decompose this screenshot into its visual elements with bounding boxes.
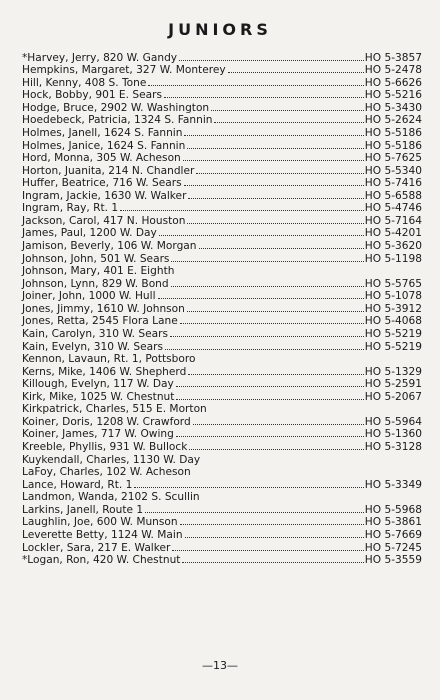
dot-leader: [158, 298, 364, 299]
dot-leader: [180, 524, 364, 525]
entry-name-address: Johnson, Lynn, 829 W. Bond: [22, 277, 169, 290]
directory-entry: [22, 365, 422, 378]
entry-name-address: Lockler, Sara, 217 E. Walker: [22, 541, 171, 554]
entry-name-address: Kerns, Mike, 1406 W. Shepherd: [22, 365, 187, 378]
entry-phone: HO 5-3861: [364, 516, 422, 529]
directory-entry: [22, 177, 422, 190]
directory-list: [22, 51, 422, 566]
directory-entry: [22, 189, 422, 202]
entry-phone: HO 5-3430: [364, 101, 422, 114]
directory-entry: [22, 76, 422, 89]
entry-name-address: Kirkpatrick, Charles, 515 E. Morton: [22, 403, 207, 416]
entry-phone: HO 5-7416: [364, 177, 422, 190]
dot-leader: [171, 261, 363, 262]
directory-entry: [22, 378, 422, 391]
dot-leader: [165, 349, 364, 350]
entry-name-address: Hempkins, Margaret, 327 W. Monterey: [22, 64, 226, 77]
directory-entry: [22, 428, 422, 441]
entry-name-address: Joiner, John, 1000 W. Hull: [22, 290, 156, 303]
entry-name-address: Killough, Evelyn, 117 W. Day: [22, 378, 174, 391]
entry-name-address: *Logan, Ron, 420 W. Chestnut: [22, 554, 181, 567]
directory-entry: [22, 440, 422, 453]
entry-name-address: Leverette Betty, 1124 W. Main: [22, 528, 183, 541]
entry-name-address: *Harvey, Jerry, 820 W. Gandy: [22, 51, 178, 64]
directory-entry: [22, 64, 422, 77]
directory-entry: [22, 503, 422, 516]
dot-leader: [188, 374, 364, 375]
entry-name-address: Kirk, Mike, 1025 W. Chestnut: [22, 390, 175, 403]
entry-name-address: Laughlin, Joe, 600 W. Munson: [22, 516, 178, 529]
entry-phone: HO 5-7164: [364, 214, 422, 227]
directory-entry: [22, 315, 422, 328]
entry-name-address: Jamison, Beverly, 106 W. Morgan: [22, 240, 197, 252]
entry-name-address: Kain, Evelyn, 310 W. Sears: [22, 340, 163, 353]
dot-leader: [172, 550, 363, 551]
directory-entry: [22, 528, 422, 541]
entry-name-address: Huffer, Beatrice, 716 W. Sears: [22, 177, 182, 190]
entry-phone: HO 5-3559: [364, 554, 422, 567]
entry-phone: HO 5-4068: [364, 315, 422, 328]
entry-name-address: Hord, Monna, 305 W. Acheson: [22, 152, 181, 165]
directory-entry: [22, 139, 422, 152]
entry-name-address: Koiner, Doris, 1208 W. Crawford: [22, 415, 191, 428]
entry-name-address: Kain, Carolyn, 310 W. Sears: [22, 327, 168, 340]
dot-leader: [159, 235, 364, 236]
directory-entry: [22, 101, 422, 114]
directory-entry: [22, 478, 422, 491]
dot-leader: [187, 311, 364, 312]
entry-name-address: Horton, Juanita, 214 N. Chandler: [22, 164, 195, 177]
directory-entry: [22, 214, 422, 227]
dot-leader: [171, 286, 364, 287]
entry-name-address: Koiner, James, 717 W. Owing: [22, 428, 174, 441]
entry-name-address: Kennon, Lavaun, Rt. 1, Pottsboro: [22, 353, 196, 366]
dot-leader: [176, 436, 364, 437]
directory-entry: [22, 541, 422, 554]
directory-entry: [22, 516, 422, 529]
directory-entry: [22, 239, 422, 252]
entry-name-address: Hock, Bobby, 901 E. Sears: [22, 89, 162, 102]
dot-leader: [187, 223, 363, 224]
directory-entry: [22, 227, 422, 240]
dot-leader: [196, 173, 363, 174]
entry-phone: HO 5-1329: [364, 365, 422, 378]
dot-leader: [185, 537, 364, 538]
dot-leader: [184, 135, 363, 136]
entry-phone: HO 5-7625: [364, 152, 422, 165]
directory-entry: [22, 277, 422, 290]
dot-leader: [145, 512, 364, 513]
directory-entry: [22, 353, 422, 366]
entry-name-address: Ingram, Ray, Rt. 1: [22, 202, 119, 215]
dot-leader: [182, 562, 363, 563]
directory-entry: [22, 152, 422, 165]
entry-name-address: Hill, Kenny, 408 S. Tone: [22, 76, 147, 89]
entry-name-address: Holmes, Janice, 1624 S. Fannin: [22, 139, 186, 152]
entry-phone: HO 5-1078: [364, 290, 422, 303]
entry-name-address: Ingram, Jackie, 1630 W. Walker: [22, 189, 187, 202]
directory-entry: [22, 403, 422, 416]
dot-leader: [187, 148, 363, 149]
entry-phone: HO 5-5765: [364, 277, 422, 290]
entry-phone: HO 5-3128: [364, 441, 422, 453]
page-number: —13—: [202, 659, 238, 672]
entry-phone: HO 5-7245: [364, 541, 422, 554]
entry-phone: HO 5-5219: [364, 327, 422, 340]
entry-phone: HO 5-5340: [364, 164, 422, 177]
directory-entry: [22, 491, 422, 504]
entry-phone: HO 5-1360: [364, 428, 422, 441]
directory-entry: [22, 51, 422, 64]
entry-phone: HO 5-2067: [364, 390, 422, 403]
dot-leader: [193, 424, 364, 425]
directory-entry: [22, 202, 422, 215]
entry-phone: HO 5-5219: [364, 340, 422, 353]
entry-phone: HO 5-6626: [364, 76, 422, 89]
directory-entry: [22, 265, 422, 278]
entry-phone: HO 5-5186: [364, 139, 422, 152]
entry-phone: HO 5-7669: [364, 528, 422, 541]
entry-name-address: Holmes, Janell, 1624 S. Fannin: [22, 126, 183, 139]
dot-leader: [176, 399, 363, 400]
dot-leader: [180, 323, 364, 324]
dot-leader: [228, 72, 364, 73]
dot-leader: [211, 110, 364, 111]
dot-leader: [134, 487, 363, 488]
dot-leader: [148, 85, 363, 86]
dot-leader: [184, 185, 364, 186]
dot-leader: [199, 248, 364, 249]
entry-phone: HO 5-3349: [364, 478, 422, 491]
dot-leader: [176, 386, 364, 387]
entry-name-address: Larkins, Janell, Route 1: [22, 503, 144, 516]
entry-name-address: Johnson, John, 501 W. Sears: [22, 252, 170, 265]
entry-phone: HO 5-4201: [364, 227, 422, 240]
entry-name-address: Hodge, Bruce, 2902 W. Washington: [22, 101, 210, 114]
directory-entry: [22, 89, 422, 102]
entry-name-address: Hoedebeck, Patricia, 1324 S. Fannin: [22, 114, 213, 127]
directory-entry: [22, 126, 422, 139]
dot-leader: [179, 60, 364, 61]
entry-name-address: Kreeble, Phyllis, 931 W. Bullock: [22, 441, 188, 453]
directory-entry: [22, 290, 422, 303]
directory-entry: [22, 453, 422, 466]
entry-phone: HO 5-6588: [364, 189, 422, 202]
entry-name-address: Johnson, Mary, 401 E. Eighth: [22, 265, 175, 278]
directory-entry: [22, 252, 422, 265]
entry-phone: HO 5-5216: [364, 89, 422, 102]
entry-phone: HO 5-2591: [364, 378, 422, 391]
entry-phone: HO 5-3857: [364, 51, 422, 64]
entry-name-address: Kuykendall, Charles, 1130 W. Day: [22, 453, 201, 466]
entry-phone: HO 5-2624: [364, 114, 422, 127]
directory-entry: [22, 340, 422, 353]
directory-entry: [22, 114, 422, 127]
dot-leader: [164, 97, 364, 98]
directory-entry: [22, 164, 422, 177]
directory-entry: [22, 415, 422, 428]
dot-leader: [188, 198, 363, 199]
entry-phone: HO 5-4746: [364, 202, 422, 215]
dot-leader: [170, 336, 364, 337]
dot-leader: [214, 122, 363, 123]
entry-name-address: LaFoy, Charles, 102 W. Acheson: [22, 466, 191, 479]
entry-phone: HO 5-5186: [364, 126, 422, 139]
entry-phone: HO 5-3620: [364, 240, 422, 252]
directory-entry: [22, 466, 422, 479]
entry-name-address: James, Paul, 1200 W. Day: [22, 227, 157, 240]
entry-name-address: Jones, Retta, 2545 Flora Lane: [22, 315, 178, 328]
entry-name-address: Lance, Howard, Rt. 1: [22, 478, 133, 491]
entry-name-address: Jackson, Carol, 417 N. Houston: [22, 214, 186, 227]
entry-phone: HO 5-1198: [364, 252, 422, 265]
directory-entry: [22, 327, 422, 340]
entry-name-address: Jones, Jimmy, 1610 W. Johnson: [22, 302, 185, 315]
entry-phone: HO 5-5968: [364, 503, 422, 516]
entry-phone: HO 5-2478: [364, 64, 422, 77]
page-title: JUNIORS: [168, 20, 272, 39]
directory-entry: [22, 302, 422, 315]
entry-phone: HO 5-3912: [364, 302, 422, 315]
dot-leader: [183, 160, 364, 161]
directory-entry: [22, 390, 422, 403]
dot-leader: [189, 449, 363, 450]
entry-phone: HO 5-5964: [364, 415, 422, 428]
dot-leader: [120, 210, 364, 211]
directory-entry: [22, 554, 422, 567]
entry-name-address: Landmon, Wanda, 2102 S. Scullin: [22, 491, 200, 504]
